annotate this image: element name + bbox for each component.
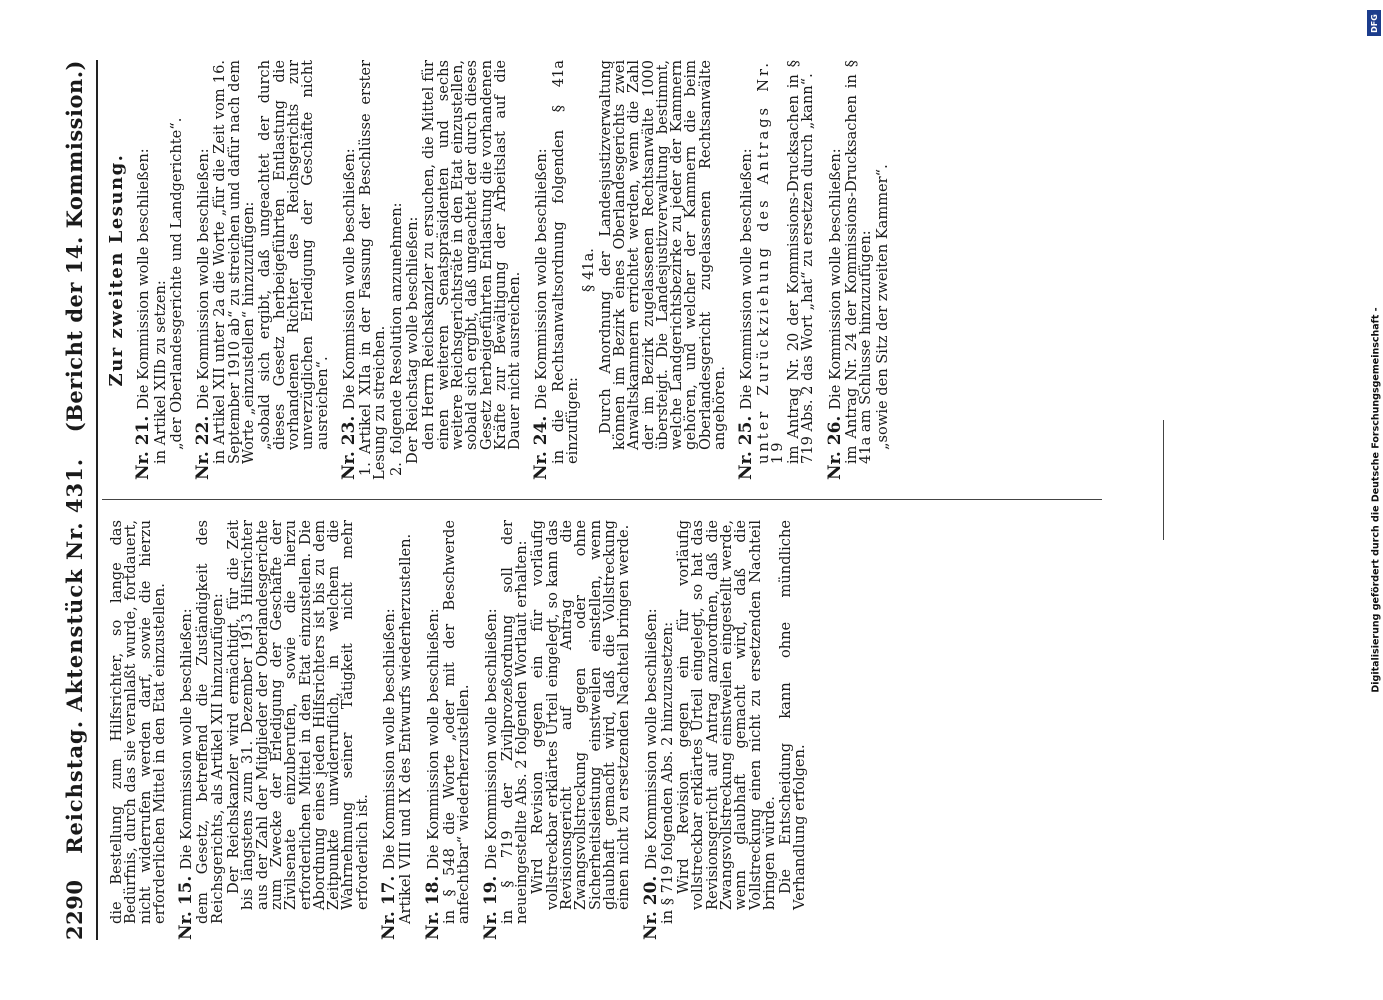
list-text: Artikel XIIa in der Fassung der Beschlüsse erster Lesung zu streichen. (357, 60, 389, 480)
motion-number: Nr. 18. (422, 875, 443, 940)
dfg-logo: DFG (1367, 10, 1381, 36)
motion-intro: Die Kommission wolle beschließen: (135, 148, 153, 410)
motion-heading (422, 520, 443, 940)
motion-heading (176, 520, 197, 940)
motion-number: Nr. 15. (176, 875, 197, 940)
paragraph: Die Entscheidung kann ohne mündliche Verhandlung erfolgen. (777, 520, 809, 910)
paragraph: in § 548 die Worte „oder mit der Beschwerde anfechtbar“ wiederherzustellen. (440, 520, 473, 924)
list-item (387, 60, 405, 480)
digitization-credit: Digitalisierung gefördert durch die Deutsche Forschungsgemeinschaft - (1370, 307, 1382, 693)
motion-heading (480, 520, 501, 940)
motion-number: Nr. 20. (640, 875, 661, 940)
section-title: Zur zweiten Lesung. (106, 153, 127, 387)
motion-heading (736, 60, 757, 480)
motion-intro: Die Kommission wolle beschließen: (340, 148, 358, 410)
motion-number: Nr. 22. (193, 415, 214, 480)
paragraph: „sowie den Sitz der zweiten Kammer“. (873, 164, 891, 450)
motion-heading (193, 60, 214, 480)
page-number: 2290 (62, 879, 87, 940)
right-column-blocks (133, 60, 891, 480)
paragraph: in Artikel XII unter 2a die Worte „für die Zeit vom 16. September 1910 ab“ zu streichen und dafür nach dem Worte „einzustellen“ hinzuzufügen: (211, 60, 258, 464)
paragraph-sign: § 41a. (580, 248, 598, 292)
motion-number: Nr. 25. (736, 415, 757, 480)
motion-number: Nr. 26. (824, 415, 845, 480)
paragraph: in Artikel XIIb zu setzen: (151, 280, 169, 464)
header-rule (96, 60, 98, 940)
motion-intro: Die Kommission wolle beschließen: (642, 608, 660, 870)
paragraph: Der Reichstag wolle beschließen: (404, 216, 422, 464)
paragraph: im Antrag Nr. 20 der Kommissions-Drucksachen in § 719 Abs. 2 das Wort „hat“ zu ersetzen durch „kann“. (785, 60, 817, 464)
page-header (62, 60, 96, 940)
paragraph: die Bestellung zum Hilfsrichter, so lange das Bedürfnis, durch das sie veranlaßt wurde, fortdauert, nicht widerrufen werden darf, sowie die hierzu erforderlichen Mittel in den Etat einzustellen. (108, 520, 168, 924)
motion-number: Nr. 19. (480, 875, 501, 940)
separator-rule (1163, 420, 1164, 540)
motion-heading (640, 520, 661, 940)
left-column (110, 520, 810, 940)
motion-intro: Die Kommission wolle beschließen: (533, 148, 551, 410)
motion-number: Nr. 24. (531, 415, 552, 480)
motion-heading (824, 60, 845, 480)
motion-heading (379, 520, 400, 940)
motion-heading (531, 60, 552, 480)
motion-heading (133, 60, 154, 480)
list-number: 1. (357, 462, 375, 476)
paragraph: in die Rechtsanwaltsordnung folgenden § 41a einzufügen: (549, 60, 582, 464)
motion-intro: Die Kommission wolle beschließen: (381, 608, 399, 870)
paragraph: unter Zurückziehung des Antrags Nr. 19 (754, 60, 786, 464)
motion-number: Nr. 23. (338, 415, 359, 480)
paragraph: in § 719 der Zivilprozeßordnung soll der neueingestellte Abs. 2 folgenden Wortlaut erhalten: (498, 520, 531, 924)
paragraph: Wird Revision gegen ein für vorläufig vollstreckbar erklärtes Urteil eingelegt, so kann das Revisionsgericht auf Antrag die Zwangsvollstreckung gegen oder ohne Sicherheitsleistung einstweilen einstellen, wenn glaubhaft gemacht wird, daß die Vollstreckung einen nicht zu ersetzenden Nachteil bringen werde. (529, 520, 633, 910)
paragraph: dem Gesetz, betreffend die Zuständigkeit des Reichsgerichts, als Artikel XII hinzuzufügen: (194, 520, 226, 924)
column-divider (102, 499, 1102, 500)
paragraph: „sobald sich ergibt, daß ungeachtet der durch dieses Gesetz herbeigeführten Entlastung die vorhandenen Richter des Reichsgerichts zur unverzüglichen Erledigung der Geschäfte nicht ausreichen“. (256, 60, 331, 450)
list-text: folgende Resolution anzunehmen: (387, 202, 405, 454)
header-title: Reichstag. Aktenstück Nr. 431. (62, 457, 87, 854)
motion-intro: Die Kommission wolle beschließen: (178, 608, 196, 870)
motion-number: Nr. 21. (133, 415, 154, 480)
motion-intro: Die Kommission wolle beschließen: (424, 608, 442, 870)
paragraph: „der Oberlandesgerichte und Landgerichte“. (167, 117, 185, 450)
paragraph: in § 719 folgenden Abs. 2 hinzuzusetzen: (658, 621, 676, 924)
paragraph: im Antrag Nr. 24 der Kommissions-Drucksachen in § 41a am Schlusse hinzuzufügen: (843, 60, 875, 464)
motion-intro: Die Kommission wolle beschließen: (482, 608, 500, 870)
document-page (62, 60, 1122, 940)
right-column (106, 60, 892, 480)
list-item (359, 60, 388, 480)
paragraph: Der Reichskanzler wird ermächtigt, für die Zeit bis längstens zum 31. Dezember 1913 Hilfsrichter aus der Zahl der Mitglieder der Oberlandesgerichte zum Zwecke der Erledigung der Geschäfte der Zivilsenate einzuberufen, sowie die hierzu erforderlichen Mittel in den Etat einzustellen. Die Abordnung eines jeden Hilfsrichters ist bis zu dem Zeitpunkte unwiderruflich, in welchem die Wahrnehmung seiner Tätigkeit nicht mehr erforderlich ist. (225, 520, 371, 910)
motion-heading (338, 60, 359, 480)
paragraph: Wird Revision gegen ein für vorläufig vollstreckbar erklärtes Urteil eingelegt, so hat das Revisionsgericht auf Antrag anzuordnen, daß die Zwangsvollstreckung einstweilen eingestellt werde, wenn glaubhaft gemacht wird, daß die Vollstreckung einen nicht zu ersetzenden Nachteil bringen würde. (675, 520, 778, 910)
motion-number: Nr. 17. (379, 875, 400, 940)
motion-intro: Die Kommission wolle beschließen: (738, 148, 756, 410)
paragraph: Artikel VIII und IX des Entwurfs wiederherzustellen. (397, 533, 415, 924)
paragraph: Durch Anordnung der Landesjustizverwaltung können im Bezirk eines Oberlandesgerichts zwei Anwaltskammern errichtet werden, wenn die Zahl der im Bezirk zugelassenen Rechtsanwälte 1000 übersteigt. Die Landesjustizverwaltung bestimmt, welche Landgerichtsbezirke zu jeder der Kammern gehören, und welcher der Kammern die beim Oberlandesgericht zugelassenen Rechtsanwälte angehören. (596, 60, 728, 450)
header-report: (Bericht der 14. Kommission.) (62, 60, 87, 433)
paragraph: den Herrn Reichskanzler zu ersuchen, die Mittel für einen weiteren Senatspräsidenten und sechs weitere Reichsgerichtsräte in den Etat einzustellen, sobald sich ergibt, daß ungeachtet der durch dieses Gesetz herbeigeführten Entlastung die vorhandenen Kräfte zur Bewältigung der Arbeitslast auf die Dauer nicht ausreichen. (420, 60, 524, 450)
motion-intro: Die Kommission wolle beschließen: (826, 148, 844, 410)
motion-intro: Die Kommission wolle beschließen: (195, 148, 213, 410)
list-number: 2. (387, 462, 405, 476)
